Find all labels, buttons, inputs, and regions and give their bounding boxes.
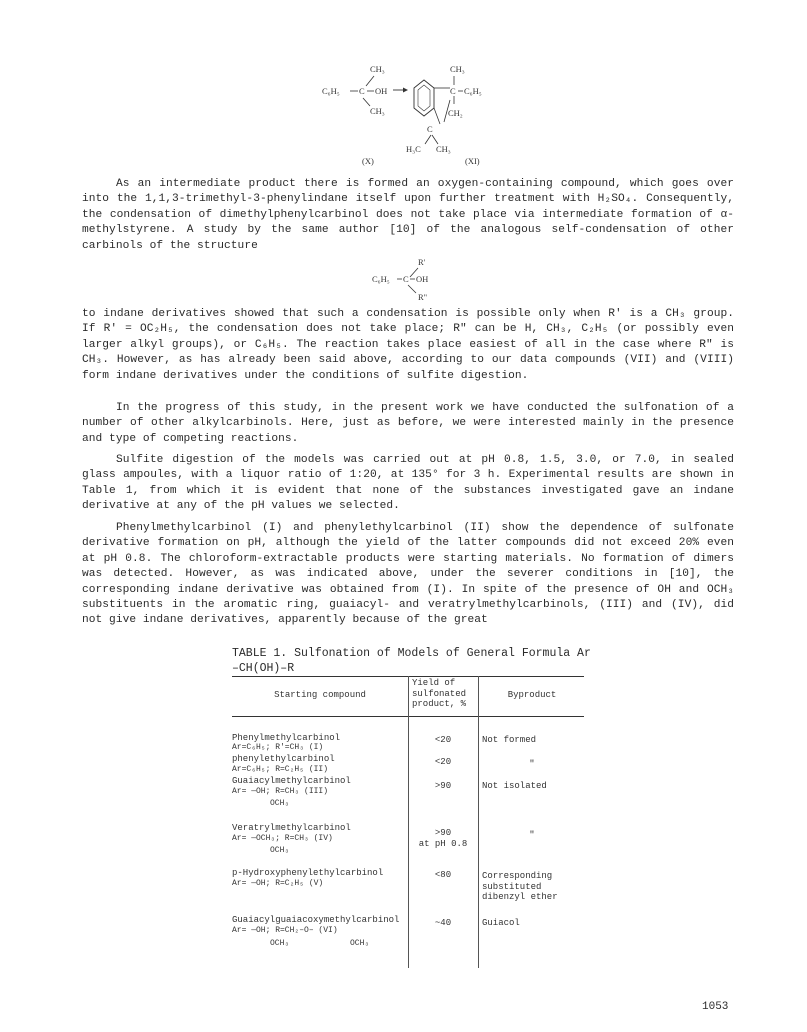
row-4-yield-note: at pH 0.8 bbox=[418, 839, 468, 849]
paragraph-4: Sulfite digestion of the models was carried out at pH 0.8, 1.5, 3.0, or 7.0, in sealed glass ampoules, with a liquor ratio of 1:20, at 135° for 3 h. Experimental results are shown in Table 1, from which it is evident that none of the substances investigated gave an indane derivative at any of the pH values we selected. bbox=[82, 454, 734, 513]
paragraph-2: to indane derivatives showed that such a condensation is possible only when R' is a CH₃ group. If R' = OC₂H₅, the condensation does not take place; R" can be H, CH₃, C₂H₅ (or possibly even larger alkyl groups), or C₆H₅. The reaction takes place easiest of all in the case where R" is CH₃. However, as has already been said above, according to our data compounds (VII) and (VIII) form indane derivatives under the conditions of sulfite digestion. bbox=[82, 308, 734, 382]
row-3-yield: >90 bbox=[434, 781, 452, 791]
carbinol-r1: R' bbox=[418, 257, 426, 267]
scheme-c-bottom: C bbox=[427, 124, 433, 134]
row-4-name: Veratrylmethylcarbinol bbox=[232, 823, 351, 833]
row-6-formula: Ar= —OH; R=CH₂–O– (VI) bbox=[232, 926, 338, 935]
row-6-yield: ~40 bbox=[434, 918, 452, 928]
scheme-ch3-top-right: CH₃ bbox=[450, 64, 465, 74]
scheme-c-right: C bbox=[450, 86, 456, 96]
scheme-c6h5-left: C₆H₅ bbox=[322, 86, 340, 96]
row-1-name: Phenylmethylcarbinol bbox=[232, 733, 341, 743]
header-byproduct: Byproduct bbox=[507, 690, 557, 700]
table-1 bbox=[232, 676, 584, 968]
row-5-name: p-Hydroxyphenylethylcarbinol bbox=[232, 868, 384, 878]
scheme-label-x: (X) bbox=[362, 156, 374, 166]
carbinol-structure bbox=[352, 256, 472, 306]
scheme-h3c: H₃C bbox=[406, 144, 421, 154]
carbinol-r2: R" bbox=[418, 292, 428, 302]
row-6-name: Guaiacylguaiacoxymethylcarbinol bbox=[232, 915, 400, 925]
page-number: 1053 bbox=[702, 1001, 729, 1013]
header-yield: Yield of sulfonated product, % bbox=[412, 678, 467, 709]
scheme-c-left: C bbox=[359, 86, 365, 96]
row-4-yield: >90 bbox=[434, 828, 452, 838]
row-2-name: phenylethylcarbinol bbox=[232, 754, 335, 764]
carbinol-c: C bbox=[403, 274, 409, 284]
paragraph-1: As an intermediate product there is formed an oxygen-containing compound, which goes over into the 1,1,3-trimethyl-3-phenylindane itself upon further treatment with H₂SO₄. Consequently, the condensation of dimethylphenylcarbinol does not take place via intermediate formation of α-methylstyrene. A study by the same author [10] of the analogous self-condensation of other carbinols of the structure bbox=[82, 178, 734, 252]
header-starting-compound: Starting compound bbox=[274, 690, 366, 700]
row-1-byproduct: Not formed bbox=[482, 735, 537, 745]
row-3-byproduct: Not isolated bbox=[482, 781, 547, 791]
row-6-byproduct: Guiacol bbox=[482, 918, 520, 928]
row-3-name: Guaiacylmethylcarbinol bbox=[232, 776, 351, 786]
table-title: TABLE 1. Sulfonation of Models of General Formula Ar –CH(OH)–R bbox=[232, 647, 591, 675]
table-col-divider-2 bbox=[478, 676, 479, 968]
scheme-label-xi: (XI) bbox=[465, 156, 480, 166]
paragraph-5: Phenylmethylcarbinol (I) and phenylethylcarbinol (II) show the dependence of sulfonate derivative formation on pH, although the yield of the latter compounds did not exceed 20% even at pH 0.8. The chloroform-extractable products were starting materials. No formation of dimers was detected. However, as was indicated above, under the severer conditions in [10], the corresponding indane derivative was obtained from (I). In spite of the presence of OH and OCH₃ substituents in the aromatic ring, guaiacyl- and veratrylmethylcarbinols, (III) and (IV), did not give indane derivatives, apparently because of the great bbox=[82, 522, 734, 627]
scheme-oh: OH bbox=[375, 86, 388, 96]
reaction-scheme bbox=[300, 58, 540, 170]
row-3-formula: Ar= —OH; R=CH₃ (III) bbox=[232, 787, 329, 796]
scheme-ch3-bottom: CH₃ bbox=[436, 144, 451, 154]
scheme-ch2: CH₂ bbox=[448, 108, 463, 118]
row-4-formula: Ar= —OCH₃; R=CH₃ (IV) bbox=[232, 834, 333, 843]
row-4-byproduct: " bbox=[529, 830, 535, 840]
row-4-substituent: OCH₃ bbox=[270, 846, 290, 855]
carbinol-oh: OH bbox=[416, 274, 429, 284]
carbinol-structure-drawing bbox=[352, 256, 472, 306]
reaction-scheme-drawing bbox=[300, 58, 540, 170]
row-2-formula: Ar=C₆H₅; R=C₂H₅ (II) bbox=[232, 765, 329, 774]
row-2-yield: <20 bbox=[434, 757, 452, 767]
row-5-yield: <80 bbox=[434, 870, 452, 880]
row-5-formula: Ar= —OH; R=C₂H₅ (V) bbox=[232, 879, 324, 888]
row-1-formula: Ar=C₆H₅; R'=CH₃ (I) bbox=[232, 743, 324, 752]
table-col-divider-1 bbox=[408, 676, 409, 968]
row-1-yield: <20 bbox=[434, 735, 452, 745]
row-2-byproduct: " bbox=[529, 759, 535, 769]
scheme-c6h5-right: C₆H₅ bbox=[464, 86, 482, 96]
scheme-ch3-bottom-left: CH₃ bbox=[370, 106, 385, 116]
scheme-ch3-top-left: CH₃ bbox=[370, 64, 385, 74]
carbinol-c6h5: C₆H₅ bbox=[372, 274, 390, 284]
row-3-substituent: OCH₃ bbox=[270, 799, 290, 808]
row-6-substituent-2: OCH₃ bbox=[350, 939, 370, 948]
row-5-byproduct: Corresponding substituted dibenzyl ether bbox=[482, 871, 558, 902]
paragraph-3: In the progress of this study, in the present work we have conducted the sulfonation of a number of other alkylcarbinols. Here, just as before, we were interested mainly in the presence and type of competing reactions. bbox=[82, 402, 734, 445]
row-6-substituent-1: OCH₃ bbox=[270, 939, 290, 948]
